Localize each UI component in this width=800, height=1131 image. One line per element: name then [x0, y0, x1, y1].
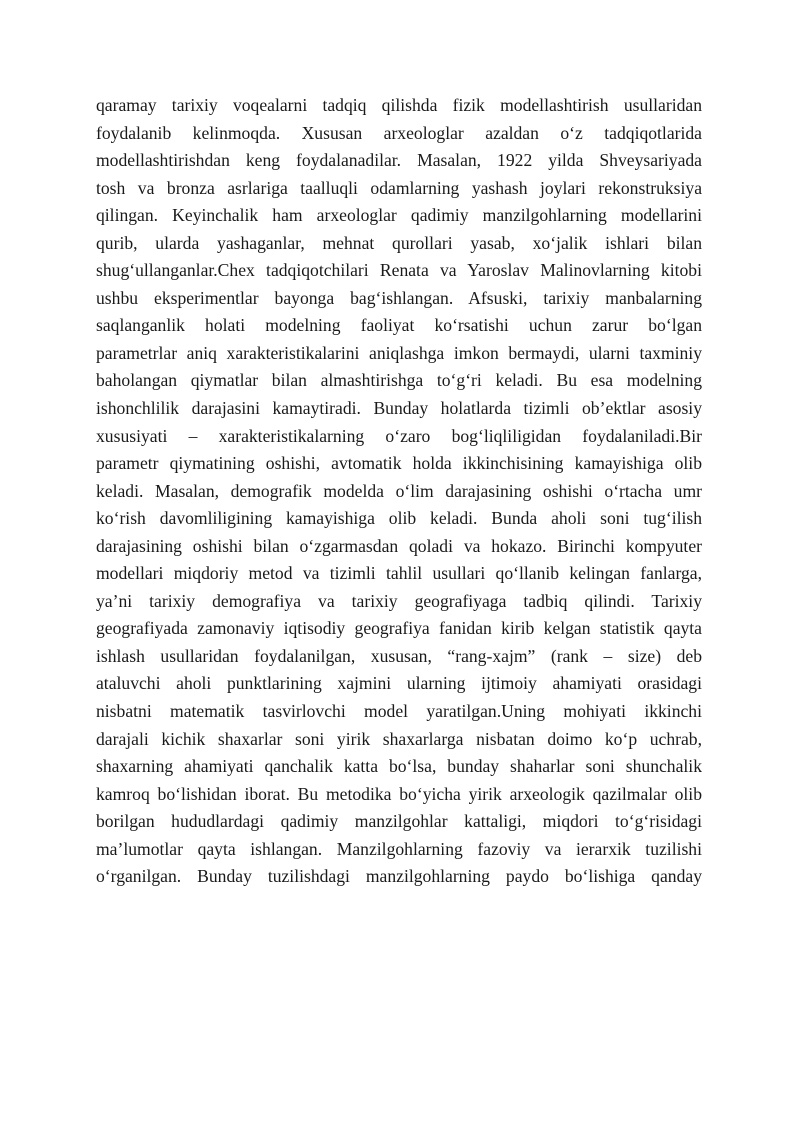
text-line: foydalanib kelinmoqda. Xususan arxeologlar azaldan oʻz tadqiqotlarida [96, 122, 702, 143]
text-line: darajali kichik shaxarlar soni yirik shaxarlarga nisbatan doimo koʻp uchrab, [96, 728, 702, 749]
text-line: shaxarning ahamiyati qanchalik katta boʻlsa, bunday shaharlar soni shunchalik [96, 756, 702, 777]
text-line: qaramay tarixiy voqealarni tadqiq qilishda fizik modellashtirish usullaridan [96, 95, 702, 115]
text-line: baholangan qiymatlar bilan almashtirishga toʻgʻri keladi. Bu esa modelning [96, 370, 702, 391]
body-text [96, 92, 702, 891]
text-line: modellashtirishdan keng foydalanadilar. Masalan, 1922 yilda Shveysariyada [96, 150, 702, 171]
text-line: geografiyada zamonaviy iqtisodiy geografiya fanidan kirib kelgan statistik qayta [96, 618, 702, 639]
text-line: parametrlar aniq xarakteristikalarini aniqlashga imkon bermaydi, ularni taxminiy [96, 342, 702, 363]
text-line: xususiyati – xarakteristikalarning oʻzaro bogʻliqliligidan foydalaniladi.Bir [96, 425, 702, 446]
text-line: kamroq boʻlishidan iborat. Bu metodika boʻyicha yirik arxeologik qazilmalar olib [96, 783, 702, 804]
text-line: borilgan hududlardagi qadimiy manzilgohlar kattaligi, miqdori toʻgʻrisidagi [96, 811, 702, 832]
text-line: qilingan. Keyinchalik ham arxeologlar qadimiy manzilgohlarning modellarini [96, 205, 702, 226]
text-line: tosh va bronza asrlariga taalluqli odamlarning yashash joylari rekonstruksiya [96, 177, 702, 198]
text-line: modellari miqdoriy metod va tizimli tahlil usullari qoʻllanib kelingan fanlarga, [96, 563, 702, 584]
text-line: shugʻullanganlar.Chex tadqiqotchilari Renata va Yaroslav Malinovlarning kitobi [96, 260, 702, 281]
text-line: darajasining oshishi bilan oʻzgarmasdan qoladi va hokazo. Birinchi kompyuter [96, 535, 702, 556]
text-line: saqlanganlik holati modelning faoliyat koʻrsatishi uchun zarur boʻlgan [96, 315, 702, 336]
text-line: keladi. Masalan, demografik modelda oʻlim darajasining oshishi oʻrtacha umr [96, 480, 702, 501]
text-line: yaʼni tarixiy demografiya va tarixiy geografiyaga tadbiq qilindi. Tarixiy [96, 590, 702, 611]
text-line: maʼlumotlar qayta ishlangan. Manzilgohlarning fazoviy va ierarxik tuzilishi [96, 838, 702, 859]
text-line: qurib, ularda yashaganlar, mehnat qurollari yasab, xoʻjalik ishlari bilan [96, 232, 702, 253]
text-line: ishonchlilik darajasini kamaytiradi. Bunday holatlarda tizimli obʼektlar asosiy [96, 398, 702, 419]
text-line: nisbatni matematik tasvirlovchi model yaratilgan.Uning mohiyati ikkinchi [96, 701, 702, 722]
text-line: ishlash usullaridan foydalanilgan, xususan, “rang-xajm” (rank – size) deb [96, 645, 702, 666]
text-line: oʻrganilgan. Bunday tuzilishdagi manzilgohlarning paydo boʻlishiga qanday [96, 866, 702, 887]
text-line: koʻrish davomliligining kamayishiga olib keladi. Bunda aholi soni tugʻilish [96, 508, 702, 529]
text-line: ataluvchi aholi punktlarining xajmini ularning ijtimoiy ahamiyati orasidagi [96, 673, 702, 694]
text-line: parametr qiymatining oshishi, avtomatik holda ikkinchisining kamayishiga olib [96, 453, 702, 474]
text-line: ushbu eksperimentlar bayonga bagʻishlangan. Afsuski, tarixiy manbalarning [96, 287, 702, 308]
